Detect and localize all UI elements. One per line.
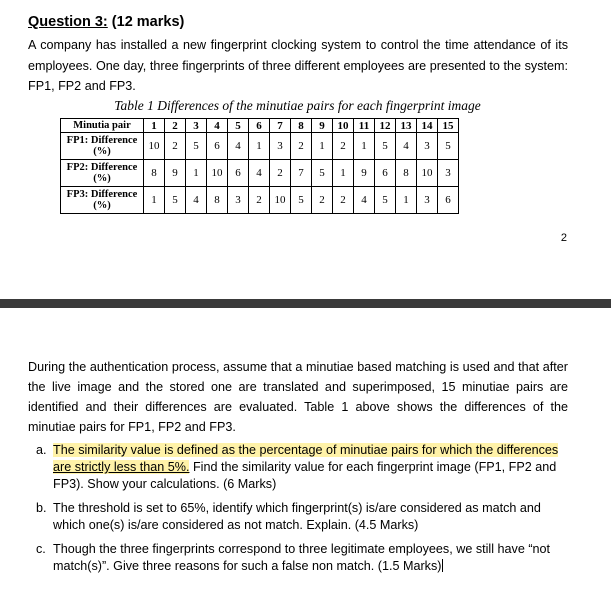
table-header-row bbox=[61, 119, 459, 133]
pair-number-4: 4 bbox=[207, 119, 228, 133]
difference-cell: 5 bbox=[186, 133, 207, 160]
pair-number-3: 3 bbox=[186, 119, 207, 133]
difference-cell: 1 bbox=[249, 133, 270, 160]
page-divider bbox=[0, 299, 611, 308]
table-header-label: Minutia pair bbox=[61, 119, 144, 133]
part-b-text: The threshold is set to 65%, identify which fingerprint(s) is/are considered as match and which one(s) is/are considered as not match. Explain. (4.5 Marks) bbox=[53, 501, 541, 532]
difference-cell: 5 bbox=[375, 187, 396, 214]
table-row bbox=[61, 160, 459, 187]
row-label: FP3: Difference (%) bbox=[61, 187, 144, 214]
difference-cell: 2 bbox=[270, 160, 291, 187]
part-c-marker: c. bbox=[36, 542, 46, 556]
difference-cell: 2 bbox=[312, 187, 333, 214]
difference-cell: 10 bbox=[144, 133, 165, 160]
part-a bbox=[28, 442, 568, 493]
difference-cell: 6 bbox=[438, 187, 459, 214]
difference-cell: 1 bbox=[312, 133, 333, 160]
difference-cell: 2 bbox=[291, 133, 312, 160]
difference-cell: 2 bbox=[165, 133, 186, 160]
part-a-highlight-2: are strictly less than 5%. bbox=[53, 460, 190, 474]
pair-number-15: 15 bbox=[438, 119, 459, 133]
table-caption-text: Table 1 Differences of the minutiae pairs for each fingerprint image bbox=[114, 98, 481, 113]
difference-cell: 8 bbox=[396, 160, 417, 187]
pair-number-10: 10 bbox=[333, 119, 354, 133]
pair-number-14: 14 bbox=[417, 119, 438, 133]
question-parts bbox=[28, 442, 568, 582]
part-a-marker: a. bbox=[36, 443, 47, 457]
pair-number-12: 12 bbox=[375, 119, 396, 133]
row-label: FP1: Difference (%) bbox=[61, 133, 144, 160]
row-label: FP2: Difference (%) bbox=[61, 160, 144, 187]
difference-cell: 1 bbox=[333, 160, 354, 187]
difference-cell: 4 bbox=[396, 133, 417, 160]
difference-cell: 1 bbox=[354, 133, 375, 160]
pair-number-8: 8 bbox=[291, 119, 312, 133]
text-cursor bbox=[442, 559, 443, 572]
page-number: 2 bbox=[560, 232, 567, 244]
question-title bbox=[28, 14, 184, 30]
difference-cell: 3 bbox=[417, 187, 438, 214]
difference-cell: 5 bbox=[312, 160, 333, 187]
difference-cell: 1 bbox=[144, 187, 165, 214]
difference-cell: 10 bbox=[417, 160, 438, 187]
part-c-text: Though the three fingerprints correspond to three legitimate employees, we still have “not match(s)”. Give three reasons for such a false non match. (1.5 Marks) bbox=[53, 542, 551, 573]
difference-cell: 8 bbox=[144, 160, 165, 187]
difference-cell: 9 bbox=[354, 160, 375, 187]
difference-cell: 2 bbox=[333, 133, 354, 160]
difference-cell: 4 bbox=[249, 160, 270, 187]
minutiae-table bbox=[60, 118, 459, 214]
table-caption bbox=[0, 98, 611, 114]
pair-number-5: 5 bbox=[228, 119, 249, 133]
pair-number-13: 13 bbox=[396, 119, 417, 133]
difference-cell: 3 bbox=[270, 133, 291, 160]
pair-number-11: 11 bbox=[354, 119, 375, 133]
difference-cell: 4 bbox=[228, 133, 249, 160]
difference-cell: 5 bbox=[165, 187, 186, 214]
part-a-highlight-1: The similarity value is defined as the percentage of minutiae pairs for which the differences bbox=[53, 443, 559, 457]
difference-cell: 10 bbox=[207, 160, 228, 187]
question-intro: A company has installed a new fingerprint clocking system to control the time attendance of its employees. One day, three fingerprints of three different employees are presented to the system: FP1, FP2 and FP3. bbox=[28, 38, 568, 93]
pair-number-1: 1 bbox=[144, 119, 165, 133]
pair-number-6: 6 bbox=[249, 119, 270, 133]
part-a-rest: Find the similarity value for each fingerprint image (FP1, FP2 and FP3). Show your calculations. (6 Marks) bbox=[53, 460, 557, 491]
pair-number-2: 2 bbox=[165, 119, 186, 133]
part-c bbox=[28, 541, 568, 575]
pair-number-9: 9 bbox=[312, 119, 333, 133]
part-b bbox=[28, 500, 568, 534]
difference-cell: 3 bbox=[438, 160, 459, 187]
difference-cell: 5 bbox=[375, 133, 396, 160]
difference-cell: 4 bbox=[186, 187, 207, 214]
question-label: Question 3: bbox=[28, 14, 108, 30]
difference-cell: 4 bbox=[354, 187, 375, 214]
difference-cell: 8 bbox=[207, 187, 228, 214]
difference-cell: 6 bbox=[207, 133, 228, 160]
difference-cell: 1 bbox=[186, 160, 207, 187]
difference-cell: 6 bbox=[228, 160, 249, 187]
difference-cell: 5 bbox=[291, 187, 312, 214]
part-b-marker: b. bbox=[36, 501, 47, 515]
table-row bbox=[61, 187, 459, 214]
difference-cell: 2 bbox=[333, 187, 354, 214]
question-marks: (12 marks) bbox=[111, 14, 185, 30]
difference-cell: 9 bbox=[165, 160, 186, 187]
difference-cell: 2 bbox=[249, 187, 270, 214]
difference-cell: 6 bbox=[375, 160, 396, 187]
difference-cell: 5 bbox=[438, 133, 459, 160]
difference-cell: 7 bbox=[291, 160, 312, 187]
difference-cell: 10 bbox=[270, 187, 291, 214]
difference-cell: 1 bbox=[396, 187, 417, 214]
body-paragraph: During the authentication process, assume that a minutiae based matching is used and that after the live image and the stored one are translated and superimposed, 15 minutiae pairs are identified and their differences are evaluated. Table 1 above shows the differences of the minutiae pairs for FP1, FP2 and FP3. bbox=[28, 360, 568, 434]
pair-number-7: 7 bbox=[270, 119, 291, 133]
table-row bbox=[61, 133, 459, 160]
difference-cell: 3 bbox=[228, 187, 249, 214]
difference-cell: 3 bbox=[417, 133, 438, 160]
